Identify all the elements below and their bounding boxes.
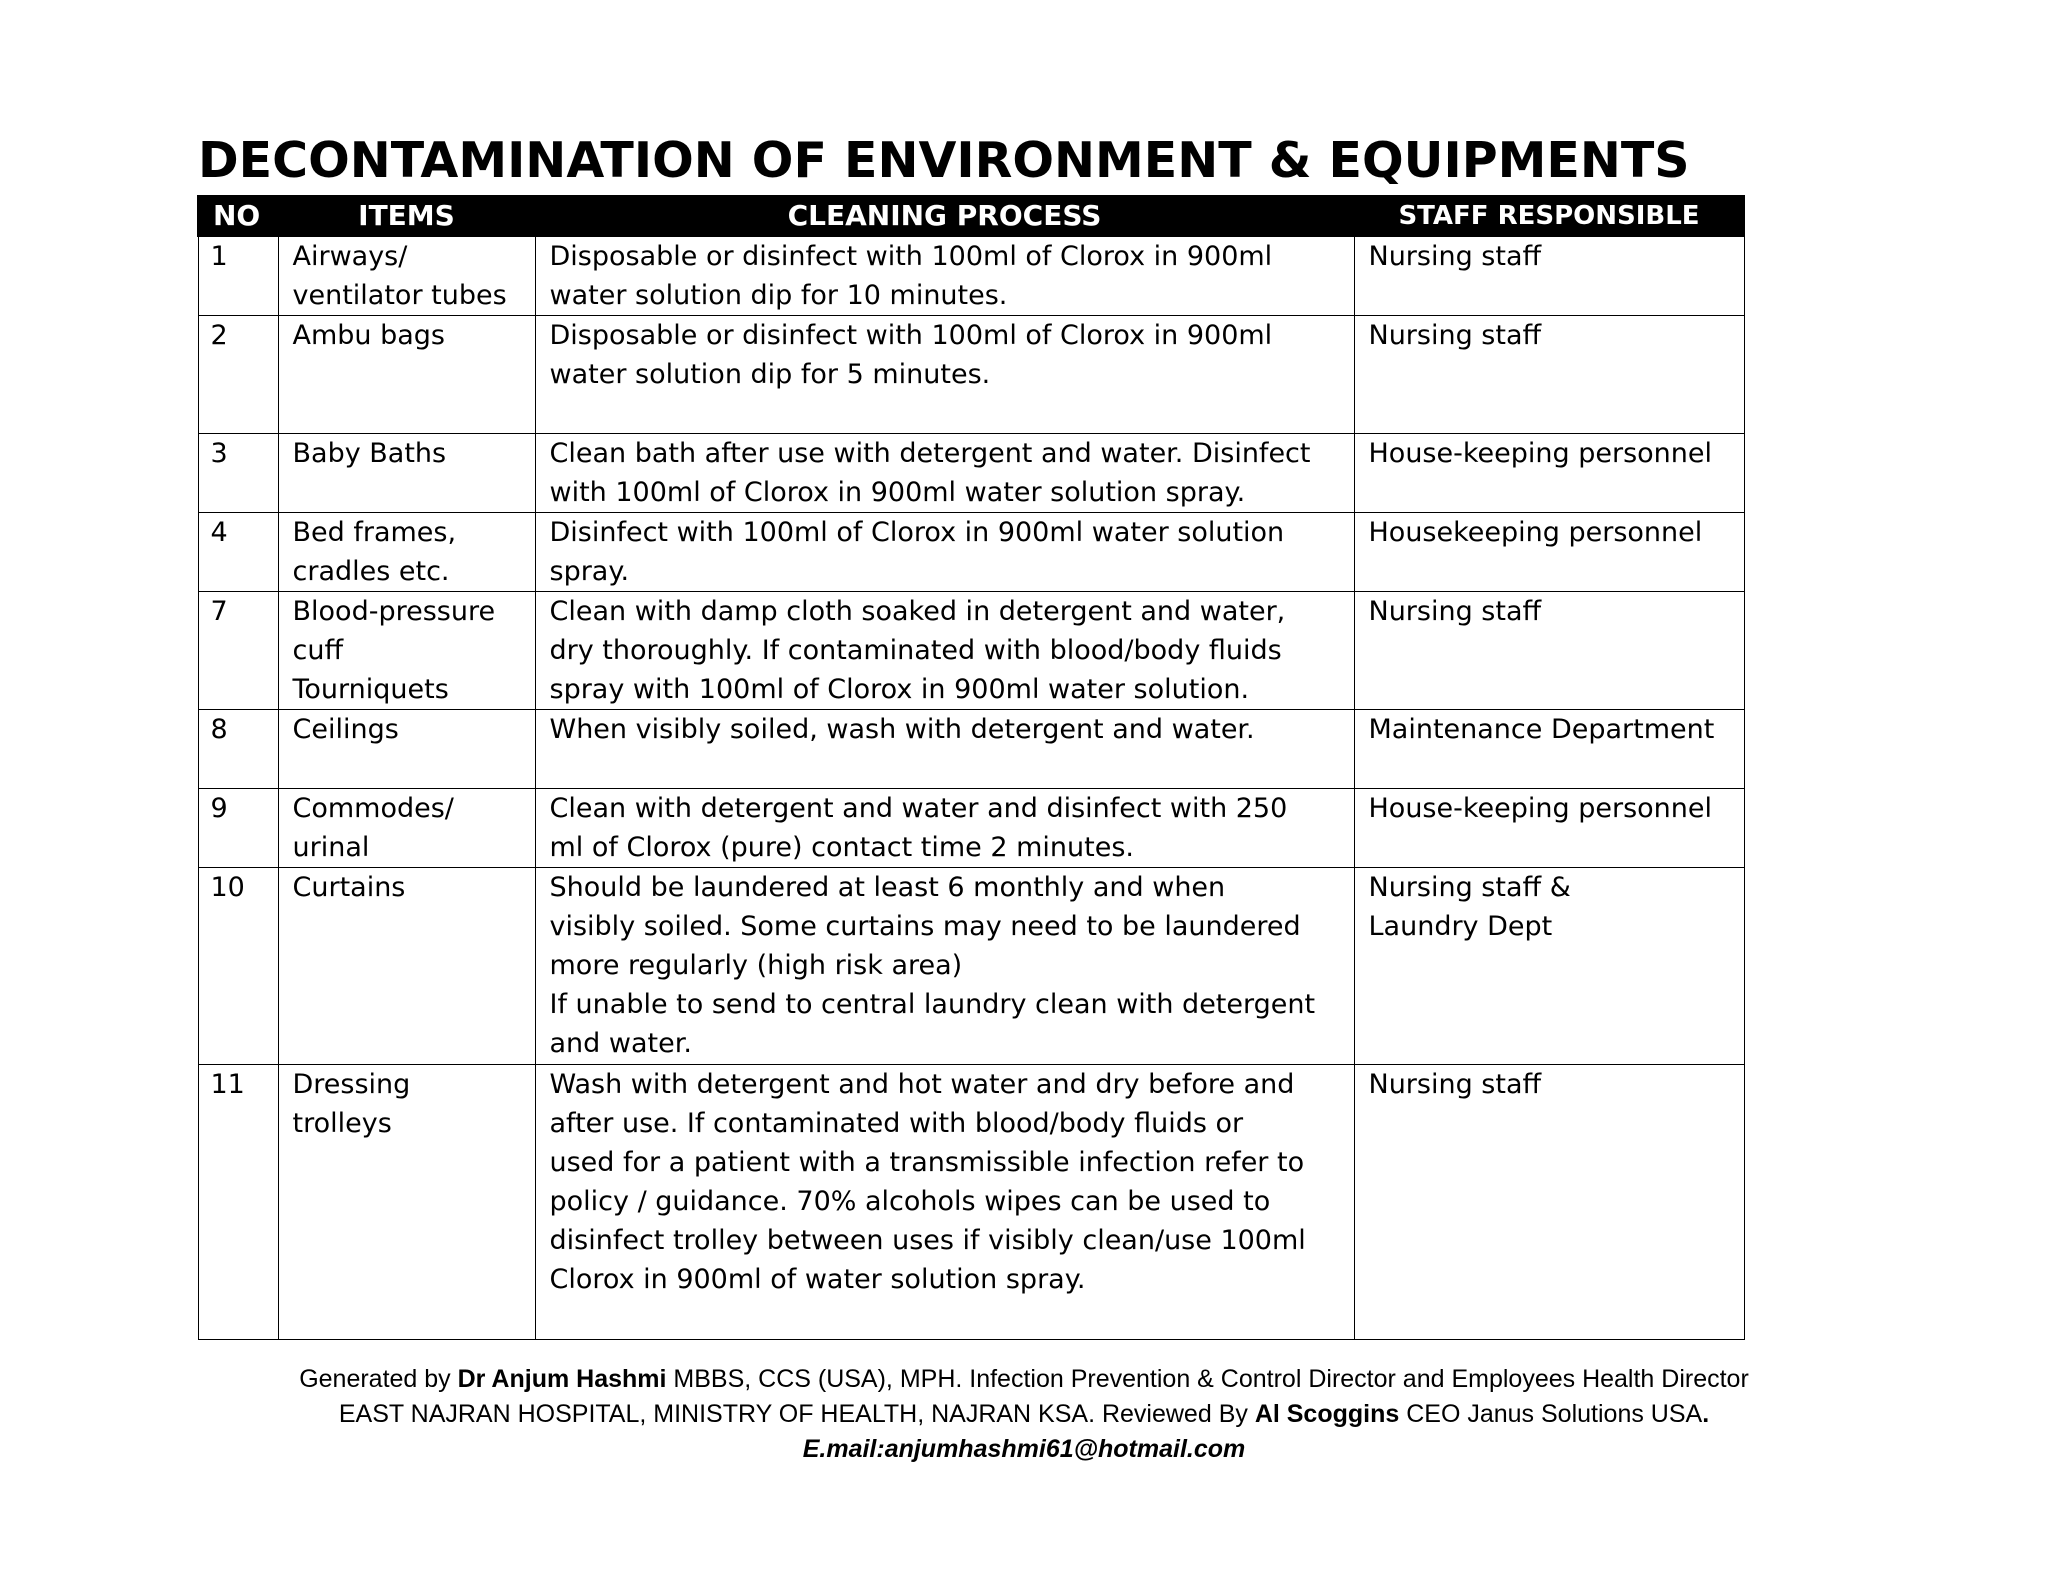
cell-no: 10: [198, 868, 278, 1065]
reviewer-name: Al Scoggins: [1254, 1400, 1400, 1428]
author-details: MBBS, CCS (USA), MPH. Infection Prevention & Control Director and Employees Health Director: [666, 1365, 1749, 1393]
cell-process: Disposable or disinfect with 100ml of Clorox in 900ml water solution dip for 10 minutes.: [535, 236, 1354, 316]
table-row: [198, 789, 1744, 868]
table-row: [198, 316, 1744, 434]
footer-line-2: [0, 1397, 2048, 1432]
cell-staff: Nursing staff: [1354, 592, 1744, 710]
cell-item: Curtains: [278, 868, 535, 1065]
hospital-reviewed-by: EAST NAJRAN HOSPITAL, MINISTRY OF HEALTH, NAJRAN KSA. Reviewed By: [338, 1400, 1255, 1428]
cell-staff: House-keeping personnel: [1354, 434, 1744, 513]
cell-no: 4: [198, 513, 278, 592]
decontamination-table: [197, 195, 1745, 1340]
header-no: NO: [198, 196, 278, 236]
cell-process: Clean with detergent and water and disinfect with 250 ml of Clorox (pure) contact time 2 minutes.: [535, 789, 1354, 868]
cell-staff: Nursing staff & Laundry Dept: [1354, 868, 1744, 1065]
table-header-row: [198, 196, 1744, 236]
reviewer-period: .: [1702, 1400, 1710, 1428]
reviewer-details: CEO Janus Solutions USA: [1399, 1400, 1703, 1428]
cell-process: Wash with detergent and hot water and dry before and after use. If contaminated with blood/body fluids or used for a patient with a transmissible infection refer to policy / guidance. 70% alcohols wipes can be used to disinfect trolley between uses if visibly clean/use 100ml Clorox in 900ml of water solution spray.: [535, 1065, 1354, 1340]
cell-item: Dressing trolleys: [278, 1065, 535, 1340]
cell-staff: Nursing staff: [1354, 1065, 1744, 1340]
cell-staff: Housekeeping personnel: [1354, 513, 1744, 592]
author-name: Dr Anjum Hashmi: [457, 1365, 667, 1393]
cell-staff: Nursing staff: [1354, 316, 1744, 434]
header-items: ITEMS: [278, 196, 535, 236]
table-row: [198, 236, 1744, 316]
cell-no: 9: [198, 789, 278, 868]
table-row: [198, 868, 1744, 1065]
cell-no: 2: [198, 316, 278, 434]
cell-process: Clean with damp cloth soaked in detergent and water, dry thoroughly. If contaminated with blood/body fluids spray with 100ml of Clorox in 900ml water solution.: [535, 592, 1354, 710]
cell-process: Should be laundered at least 6 monthly and when visibly soiled. Some curtains may need to be laundered more regularly (high risk area) If unable to send to central laundry clean with detergent and water.: [535, 868, 1354, 1065]
footer-line-1: [0, 1362, 2048, 1397]
cell-no: 1: [198, 236, 278, 316]
table-row: [198, 592, 1744, 710]
table-row: [198, 1065, 1744, 1340]
cell-item: Ambu bags: [278, 316, 535, 434]
cell-item: Blood-pressure cuff Tourniquets: [278, 592, 535, 710]
cell-item: Ceilings: [278, 710, 535, 789]
cell-item: Airways/ ventilator tubes: [278, 236, 535, 316]
cell-item: Bed frames, cradles etc.: [278, 513, 535, 592]
cell-no: 7: [198, 592, 278, 710]
cell-no: 8: [198, 710, 278, 789]
generated-by-prefix: Generated by: [299, 1365, 458, 1393]
cell-no: 3: [198, 434, 278, 513]
header-staff-responsible: STAFF RESPONSIBLE: [1354, 196, 1744, 236]
cell-staff: Nursing staff: [1354, 236, 1744, 316]
cell-item: Commodes/ urinal: [278, 789, 535, 868]
table-row: [198, 710, 1744, 789]
cell-process: Disinfect with 100ml of Clorox in 900ml water solution spray.: [535, 513, 1354, 592]
cell-no: 11: [198, 1065, 278, 1340]
footer: [0, 1362, 2048, 1467]
cell-process: Disposable or disinfect with 100ml of Clorox in 900ml water solution dip for 5 minutes.: [535, 316, 1354, 434]
cell-process: When visibly soiled, wash with detergent and water.: [535, 710, 1354, 789]
cell-staff: Maintenance Department: [1354, 710, 1744, 789]
header-cleaning-process: CLEANING PROCESS: [535, 196, 1354, 236]
table-row: [198, 513, 1744, 592]
cell-staff: House-keeping personnel: [1354, 789, 1744, 868]
table-row: [198, 434, 1744, 513]
cell-item: Baby Baths: [278, 434, 535, 513]
cell-process: Clean bath after use with detergent and water. Disinfect with 100ml of Clorox in 900ml water solution spray.: [535, 434, 1354, 513]
author-email: E.mail:anjumhashmi61@hotmail.com: [802, 1435, 1246, 1463]
page-title: DECONTAMINATION OF ENVIRONMENT & EQUIPMENTS: [198, 132, 1690, 189]
